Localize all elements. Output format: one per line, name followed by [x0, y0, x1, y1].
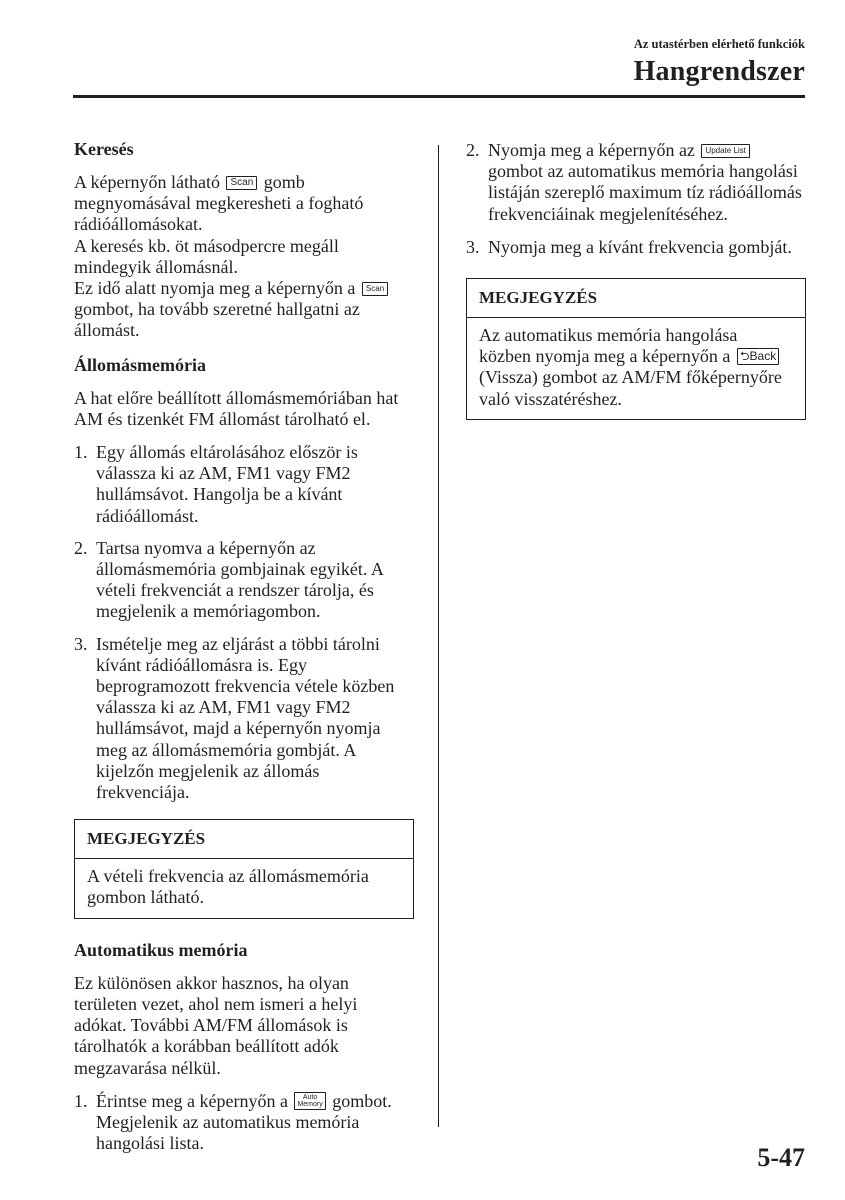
note-title: MEGJEGYZÉS: [467, 279, 805, 318]
left-column: [74, 138, 414, 1166]
step-text: Ismételje meg az eljárást a többi tárolni kívánt rádióállomásra is. Egy beprogramozott frekvencia vétele közben válassza ki az AM, FM1 vagy FM2 hullámsávot, majd a képernyőn nyomja meg az állomásmemória gombját. A kijelzőn megjelenik az állomás frekvenciája.: [96, 633, 395, 803]
note-box-memory: [74, 819, 414, 918]
step-text-b: gombot az automatikus memória hangolási listáján szereplő maximum tíz rádióállomás frekvenciáinak megjelenítéséhez.: [488, 161, 802, 224]
update-list-button-icon: Update List: [701, 144, 749, 158]
right-column: [466, 138, 806, 440]
list-item: [466, 140, 806, 225]
back-button-icon: [737, 348, 779, 365]
step-text-b: gombot. Megjelenik az automatikus memória hangolási lista.: [96, 1090, 392, 1154]
step-number: 1.: [74, 1090, 88, 1111]
scan-button-icon: Scan: [362, 282, 388, 296]
step-number: 2.: [466, 140, 480, 160]
search-text-3b: gombot, ha tovább szeretné hallgatni az állomást.: [74, 299, 360, 341]
note-box-auto-memory: [466, 278, 806, 420]
step-text: Tartsa nyomva a képernyőn az állomásmemória gombjainak egyikét. A vételi frekvenciát a rendszer tárolja, és megjelenik a memóriagombon.: [96, 537, 383, 622]
list-item: [466, 237, 806, 258]
list-item: [74, 634, 414, 804]
search-text-3a: Ez idő alatt nyomja meg a képernyőn a: [74, 278, 356, 299]
back-arrow-icon: ⮌: [739, 349, 750, 364]
step-number: 3.: [74, 633, 88, 654]
note-text-a: Az automatikus memória hangolása közben nyomja meg a képernyőn a: [479, 325, 738, 367]
auto-memory-intro: Ez különösen akkor hasznos, ha olyan területen vezet, ahol nem ismeri a helyi adókat. További AM/FM állomások is tárolhatók a korábban beállított adók megzavarása nélkül.: [74, 972, 358, 1078]
page-title: Hangrendszer: [633, 56, 805, 87]
auto-icon-line-1: Auto: [302, 1093, 318, 1101]
list-item: [74, 538, 414, 623]
note-body: [467, 318, 805, 419]
column-divider: [438, 145, 439, 1127]
step-text-a: Nyomja meg a képernyőn az: [488, 140, 695, 160]
note-body: A vételi frekvencia az állomásmemória gombon látható.: [87, 866, 369, 908]
step-number: 3.: [466, 236, 480, 257]
auto-icon-line-2: Memory: [297, 1100, 323, 1108]
page-number: 5-47: [757, 1143, 805, 1172]
search-paragraph: [74, 172, 414, 342]
memory-heading: Állomásmemória: [74, 354, 206, 375]
search-text-1b: gomb megnyomásával megkeresheti a fogható rádióállomásokat.: [74, 172, 364, 235]
list-item: [74, 1091, 414, 1155]
note-title: MEGJEGYZÉS: [75, 820, 413, 859]
search-heading: Keresés: [74, 139, 134, 159]
header-divider: [73, 95, 805, 98]
memory-steps: [74, 442, 414, 803]
auto-memory-steps: [74, 1091, 414, 1155]
search-text-1a: A képernyőn látható: [74, 172, 220, 192]
search-text-2: A keresés kb. öt másodpercre megáll mindegyik állomásnál.: [74, 235, 339, 277]
auto-memory-heading: Automatikus memória: [74, 939, 248, 960]
step-number: 2.: [74, 537, 88, 558]
back-label: Back: [749, 349, 777, 364]
section-subtitle: Az utastérben elérhető funkciók: [633, 37, 805, 51]
step-number: 1.: [74, 442, 88, 463]
note-text-b: (Vissza) gombot az AM/FM főképernyőre való visszatéréshez.: [479, 367, 782, 409]
list-item: [74, 442, 414, 527]
scan-button-icon: Scan: [226, 176, 257, 190]
step-text-a: Érintse meg a képernyőn a: [96, 1090, 288, 1111]
step-text: Nyomja meg a kívánt frekvencia gombját.: [488, 236, 792, 257]
step-text: Egy állomás eltárolásához először is válassza ki az AM, FM1 vagy FM2 hullámsávot. Hangolja be a kívánt rádióállomást.: [96, 442, 358, 526]
memory-intro: A hat előre beállított állomásmemóriában hat AM és tizenkét FM állomást tárolható el.: [74, 387, 399, 429]
auto-memory-button-icon: [294, 1092, 325, 1110]
auto-memory-steps-continued: [466, 140, 806, 258]
